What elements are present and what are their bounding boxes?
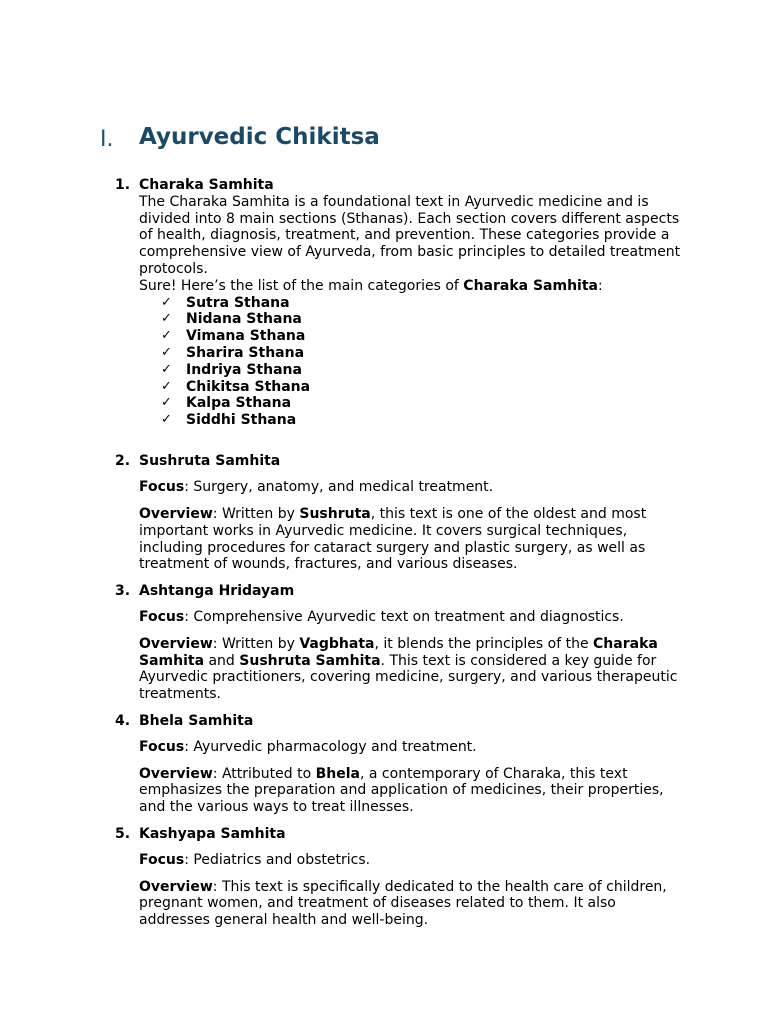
item-number: 2.: [115, 452, 131, 469]
checkmark-icon: ✓: [161, 294, 172, 310]
focus-paragraph: Focus: Ayurvedic pharmacology and treatment.: [139, 739, 477, 756]
item-description: The Charaka Samhita is a foundational text in Ayurvedic medicine and is divided into 8 main sections (Sthanas). Each section covers different aspects of health, diagnosis, treatment, and prevention. These categories provide a comprehensive view of Ayurveda, from basic principles to detailed treatment protocols.: [139, 193, 681, 277]
samhita-list: [115, 177, 684, 929]
categories-list: [139, 295, 684, 429]
heading-title: Ayurvedic Chikitsa: [139, 124, 380, 150]
category-item: ✓ Kalpa Sthana: [161, 395, 292, 412]
list-item-bhela-samhita: [115, 712, 684, 816]
category-item: ✓ Sutra Sthana: [161, 294, 290, 311]
list-item-charaka-samhita: [115, 177, 684, 429]
focus-paragraph: Focus: Surgery, anatomy, and medical treatment.: [139, 479, 494, 496]
overview-paragraph: Overview: Written by Sushruta, this text is one of the oldest and most important works in Ayurvedic medicine. It covers surgical techniques, including procedures for cataract surgery and plastic surgery, as well as treatment of wounds, fractures, and various diseases.: [139, 505, 647, 573]
heading-number: I.: [100, 127, 114, 152]
category-item: ✓ Indriya Sthana: [161, 361, 302, 378]
category-item: ✓ Vimana Sthana: [161, 328, 306, 345]
list-item-sushruta-samhita: [115, 452, 684, 573]
list-item-kashyapa-samhita: [115, 825, 684, 929]
item-number: 4.: [115, 712, 131, 729]
overview-paragraph: Overview: Written by Vagbhata, it blends the principles of the Charaka Samhita and Sushruta Samhita. This text is considered a key guide for Ayurvedic practitioners, covering medicine, surgery, and various therapeutic treatments.: [139, 635, 678, 703]
focus-paragraph: Focus: Pediatrics and obstetrics.: [139, 852, 371, 869]
categories-intro: Sure! Here’s the list of the main categories of Charaka Samhita:: [139, 277, 603, 294]
checkmark-icon: ✓: [161, 378, 172, 394]
checkmark-icon: ✓: [161, 344, 172, 360]
item-title: Charaka Samhita: [139, 177, 274, 193]
checkmark-icon: ✓: [161, 361, 172, 377]
checkmark-icon: ✓: [161, 328, 172, 344]
checkmark-icon: ✓: [161, 311, 172, 327]
category-item: ✓ Sharira Sthana: [161, 344, 305, 361]
item-title: Bhela Samhita: [139, 712, 254, 729]
overview-paragraph: Overview: This text is specifically dedicated to the health care of children, pregnant women, and treatment of diseases related to them. It also addresses general health and well-being.: [139, 878, 667, 929]
category-item: ✓ Siddhi Sthana: [161, 412, 297, 429]
item-title: Ashtanga Hridayam: [139, 582, 295, 599]
item-title: Sushruta Samhita: [139, 452, 281, 469]
focus-paragraph: Focus: Comprehensive Ayurvedic text on treatment and diagnostics.: [139, 609, 624, 626]
item-number: 3.: [115, 582, 131, 599]
item-title: Kashyapa Samhita: [139, 825, 286, 842]
item-number: 1.: [115, 177, 131, 193]
checkmark-icon: ✓: [161, 395, 172, 411]
overview-paragraph: Overview: Attributed to Bhela, a contemporary of Charaka, this text emphasizes the preparation and application of medicines, their properties, and the various ways to treat illnesses.: [139, 765, 664, 816]
category-item: ✓ Nidana Sthana: [161, 311, 302, 328]
category-item: ✓ Chikitsa Sthana: [161, 378, 311, 395]
checkmark-icon: ✓: [161, 412, 172, 428]
item-number: 5.: [115, 825, 131, 842]
list-item-ashtanga-hridayam: [115, 582, 684, 703]
